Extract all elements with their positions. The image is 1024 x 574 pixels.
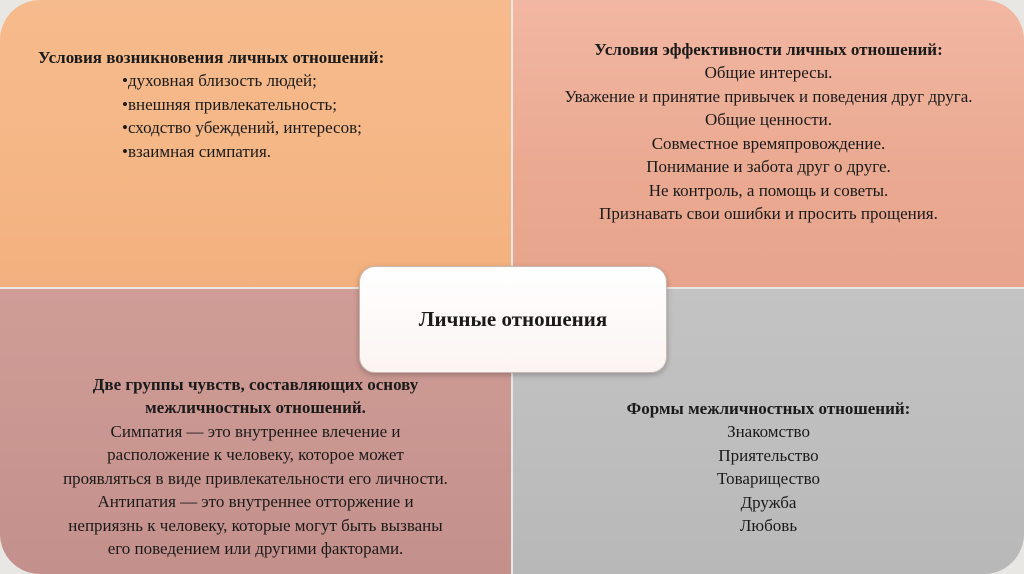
- formation-conditions-title: Условия возникновения личных отношений:: [38, 48, 385, 67]
- formation-condition-item: •духовная близость людей;: [122, 71, 317, 91]
- effectiveness-condition-item: Совместное времяпровождение.: [651, 133, 886, 153]
- quadrant-effectiveness-conditions: [513, 0, 1024, 287]
- feeling-groups-text-line: Антипатия — это внутреннее отторжение и: [97, 492, 414, 512]
- feeling-groups-text-line: проявляться в виде привлекательности его личности.: [63, 468, 448, 488]
- relationship-form-item: Товарищество: [717, 469, 820, 489]
- feeling-groups-text-line: его поведением или другими факторами.: [107, 539, 404, 559]
- relationship-forms-title: Формы межличностных отношений:: [626, 399, 911, 418]
- relationship-form-item: Знакомство: [727, 422, 810, 442]
- relationship-form-item: Любовь: [739, 516, 798, 536]
- center-node-personal-relations: [359, 266, 667, 373]
- feeling-groups-text-line: Симпатия — это внутреннее влечение и: [110, 421, 401, 441]
- feeling-groups-text-line: неприязнь к человеку, которые могут быть вызваны: [68, 515, 443, 535]
- formation-condition-item: •внешняя привлекательность;: [122, 94, 338, 114]
- effectiveness-conditions-title: Условия эффективности личных отношений:: [594, 40, 943, 59]
- effectiveness-condition-item: Не контроль, а помощь и советы.: [648, 180, 889, 200]
- quadrant-formation-conditions: [0, 0, 511, 287]
- feeling-groups-title-line: межличностных отношений.: [145, 398, 366, 418]
- effectiveness-condition-item: Признавать свои ошибки и просить прощения.: [599, 204, 938, 224]
- relationship-form-item: Дружба: [740, 492, 797, 512]
- effectiveness-condition-item: Уважение и принятие привычек и поведения друг друга.: [564, 86, 973, 106]
- center-node-label: Личные отношения: [418, 307, 608, 331]
- effectiveness-condition-item: Общие интересы.: [704, 63, 833, 83]
- effectiveness-condition-item: Общие ценности.: [705, 110, 832, 130]
- feeling-groups-title-line: Две группы чувств, составляющих основу: [92, 375, 419, 394]
- relationship-form-item: Приятельство: [718, 445, 819, 465]
- effectiveness-condition-item: Понимание и забота друг о друге.: [646, 157, 891, 177]
- formation-condition-item: •сходство убеждений, интересов;: [122, 118, 362, 138]
- formation-condition-item: •взаимная симпатия.: [122, 141, 272, 161]
- feeling-groups-text-line: расположение к человеку, которое может: [107, 445, 404, 465]
